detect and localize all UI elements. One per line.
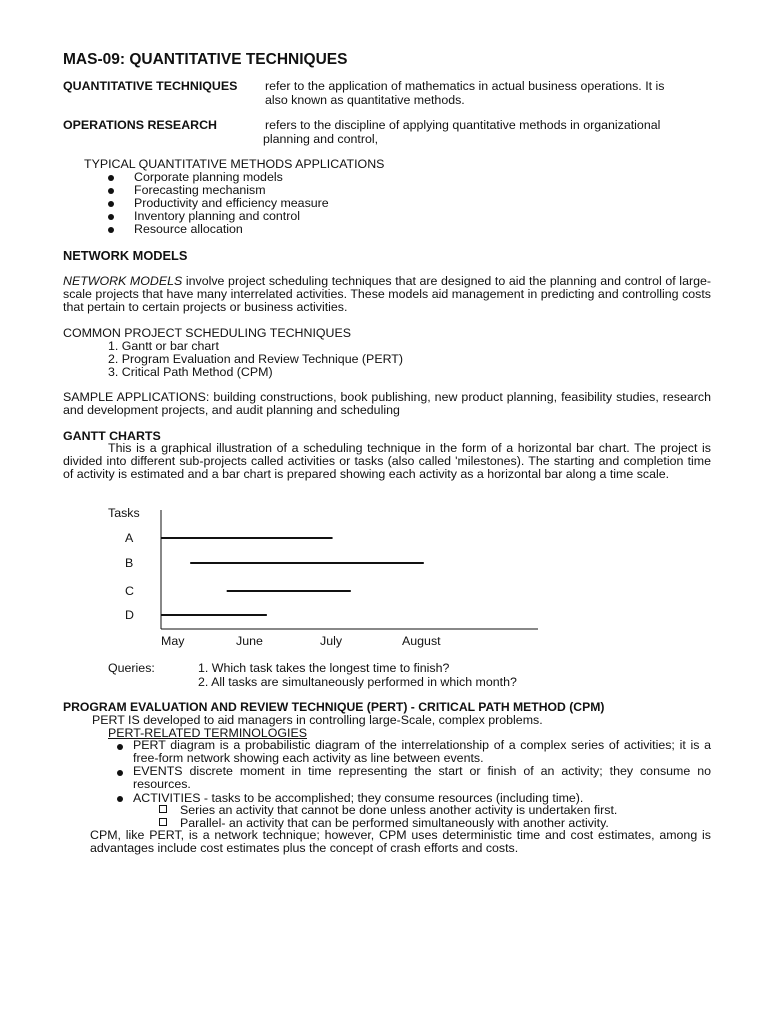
bullet-icon (108, 175, 114, 181)
task-label-d: D (125, 608, 134, 622)
section-heading-network: NETWORK MODELS (63, 248, 188, 263)
sub-list-item: Parallel- an activity that can be performed simultaneously with another activity. (180, 816, 609, 830)
applications-heading: TYPICAL QUANTITATIVE METHODS APPLICATIONS (84, 157, 385, 171)
list-item: ACTIVITIES - tasks to be accomplished; they consume resources (including time). (133, 791, 584, 805)
task-label-c: C (125, 584, 134, 598)
query-item: 2. All tasks are simultaneously performed in which month? (198, 675, 517, 689)
bullet-icon (117, 770, 123, 776)
y-axis-label: Tasks (108, 506, 140, 520)
bullet-icon (108, 188, 114, 194)
query-item: 1. Which task takes the longest time to finish? (198, 661, 450, 675)
definition-term-qt: QUANTITATIVE TECHNIQUES (63, 79, 238, 93)
section-heading-pert: PROGRAM EVALUATION AND REVIEW TECHNIQUE (PERT) - CRITICAL PATH METHOD (CPM) (63, 700, 605, 714)
definition-text-or-line2: planning and control, (263, 132, 379, 146)
bullet-icon (108, 214, 114, 220)
list-item: Inventory planning and control (134, 209, 301, 223)
list-item: Forecasting mechanism (134, 183, 266, 197)
bullet-icon (108, 227, 114, 233)
month-tick-august: August (402, 634, 441, 648)
sub-list-item: Series an activity that cannot be done unless another activity is undertaken first. (180, 803, 618, 817)
list-item: 2. Program Evaluation and Review Technique (PERT) (108, 352, 404, 366)
techniques-heading: COMMON PROJECT SCHEDULING TECHNIQUES (63, 326, 351, 340)
bullet-icon (108, 201, 114, 207)
month-tick-may: May (161, 634, 185, 648)
task-label-a: A (125, 531, 134, 545)
network-lead: NETWORK MODELS (63, 274, 183, 288)
sample-applications: SAMPLE APPLICATIONS: building constructions, book publishing, new product planning, feasibility studies, research and development projects, and audit planning and scheduling (63, 390, 711, 417)
definition-term-or: OPERATIONS RESEARCH (63, 118, 217, 132)
page-title: MAS-09: QUANTITATIVE TECHNIQUES (63, 51, 348, 68)
network-text: involve project scheduling techniques that are designed to aid the planning and control of large-scale projects that have many interrelated activities. These models aid management in predicting and controlling costs that pertain to certain projects or business activities. (63, 274, 711, 314)
checkbox-bullet-icon (159, 818, 167, 826)
section-heading-gantt: GANTT CHARTS (63, 429, 161, 443)
list-item: Resource allocation (134, 222, 243, 236)
definition-text-or-line1: refers to the discipline of applying quantitative methods in organizational (265, 118, 661, 132)
definition-text-qt-line2: also known as quantitative methods. (265, 93, 465, 107)
list-item: 1. Gantt or bar chart (108, 339, 219, 353)
pert-intro: PERT IS developed to aid managers in controlling large-Scale, complex problems. (92, 713, 543, 727)
gantt-paragraph: This is a graphical illustration of a scheduling technique in the form of a horizontal bar chart. The project is divided into different sub-projects called activities or tasks (also called 'milestones). The starting and completion time of activity is estimated and a bar chart is prepared showing each activity as a horizontal bar along a time scale. (63, 441, 711, 481)
list-item: Productivity and efficiency measure (134, 196, 329, 210)
list-item: EVENTS discrete moment in time representing the start or finish of an activity; they consume no resources. (133, 764, 711, 791)
list-item: PERT diagram is a probabilistic diagram of the interrelationship of a complex series of activities; it is a free-form network showing each activity as line between events. (133, 738, 711, 765)
pert-terms-heading: PERT-RELATED TERMINOLOGIES (108, 726, 307, 740)
list-item: Corporate planning models (134, 170, 283, 184)
bullet-icon (117, 744, 123, 750)
month-tick-july: July (320, 634, 343, 648)
checkbox-bullet-icon (159, 805, 167, 813)
network-paragraph (63, 275, 711, 314)
definition-text-qt-line1: refer to the application of mathematics in actual business operations. It is (265, 79, 665, 93)
cpm-paragraph: CPM, like PERT, is a network technique; however, CPM uses deterministic time and cost estimates, among is advantages include cost estimates plus the concept of crash efforts and costs. (90, 828, 711, 855)
queries-label: Queries: (108, 661, 155, 675)
gantt-chart (0, 500, 768, 660)
task-label-b: B (125, 556, 134, 570)
list-item: 3. Critical Path Method (CPM) (108, 365, 273, 379)
bullet-icon (117, 796, 123, 802)
month-tick-june: June (236, 634, 263, 648)
